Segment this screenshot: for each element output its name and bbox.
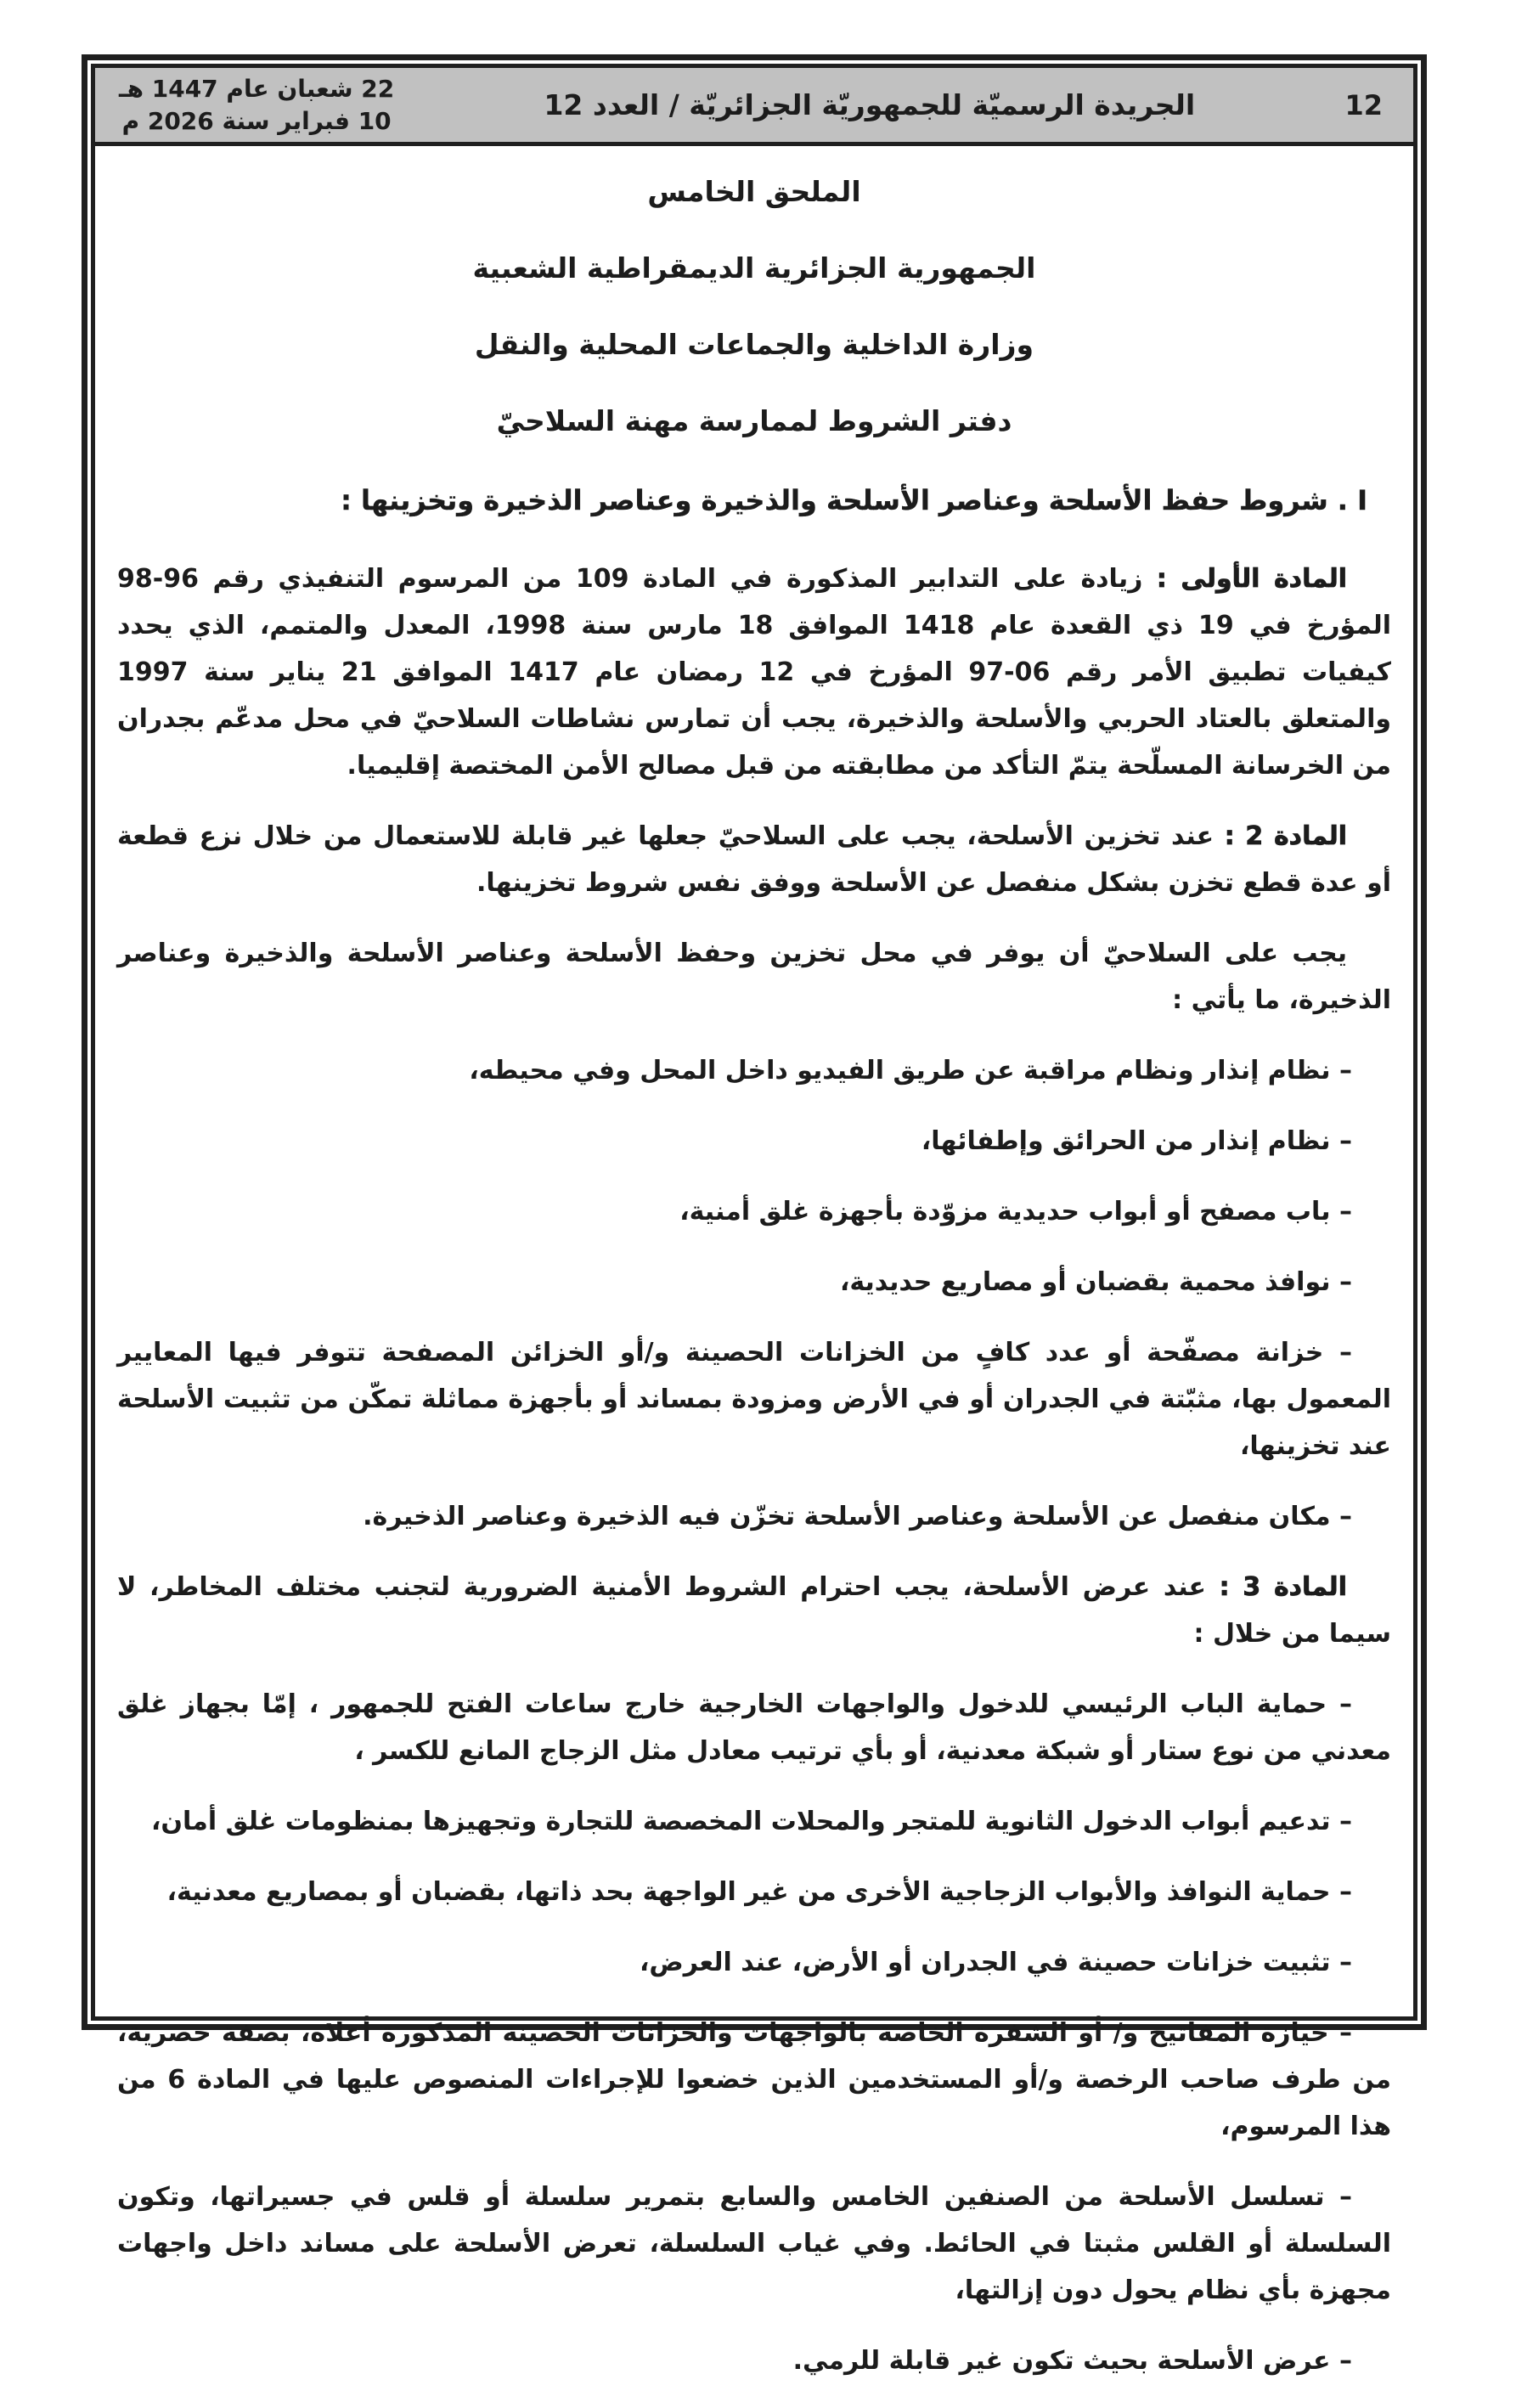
- bullet-item: – تدعيم أبواب الدخول الثانوية للمتجر والمحلات المخصصة للتجارة وتجهيزها بمنظومات غلق أمان،: [151, 1807, 1352, 1836]
- bullet-item: – باب مصفح أو أبواب حديدية مزوّدة بأجهزة غلق أمنية،: [679, 1197, 1352, 1227]
- bullet-item: – نظام إنذار ونظام مراقبة عن طريق الفيديو داخل المحل وفي محيطه،: [469, 1056, 1352, 1086]
- content-area: [95, 146, 1413, 2408]
- article-paragraph: المادة 3 : عند عرض الأسلحة، يجب احترام الشروط الأمنية الضرورية لتجنب مختلف المخاطر، لا سيما من خلال :: [117, 1572, 1391, 1649]
- page-border-inner: [91, 64, 1417, 2376]
- article-paragraph: المادة 2 : عند تخزين الأسلحة، يجب على السلاحيّ جعلها غير قابلة للاستعمال من خلال نزع قطعة أو عدة قطع تخزن بشكل منفصل عن الأسلحة ووفق نفس شروط تخزينها.: [117, 821, 1391, 898]
- page-border-outer: [82, 54, 1427, 2376]
- paragraph: يجب على السلاحيّ أن يوفر في محل تخزين وحفظ الأسلحة وعناصر الأسلحة والذخيرة وعناصر الذخيرة، ما يأتي :: [117, 939, 1391, 1015]
- bullet-item: – حماية الباب الرئيسي للدخول والواجهات الخارجية خارج ساعات الفتح للجمهور ، إمّا بجهاز غلق معدني من نوع ستار أو شبكة معدنية، أو بأي ترتيب معادل مثل الزجاج المانع للكسر ،: [117, 1689, 1391, 1766]
- article-number: المادة الأولى :: [1142, 564, 1347, 594]
- journal-title: الجريدة الرسميّة للجمهوريّة الجزائريّة / العدد 12: [544, 88, 1196, 121]
- page-number: 12: [1344, 88, 1383, 121]
- hijri-date: 22 شعبان عام 1447 هـ: [119, 74, 395, 103]
- bullet-item: – نظام إنذار من الحرائق وإطفائها،: [921, 1126, 1352, 1156]
- bullet-item: – حيازة المفاتيح و/ أو الشفرة الخاصة بالواجهات والخزانات الحصينة المذكورة أعلاه، بصفة حصرية، من طرف صاحب الرخصة و/أو المستخدمين الذين خضعوا للإجراءات المنصوص عليها في المادة 6 من هذا المرسوم،: [117, 2018, 1391, 2141]
- section-heading: I . شروط حفظ الأسلحة وعناصر الأسلحة والذخيرة وعناصر الذخيرة وتخزينها :: [341, 484, 1367, 516]
- bullet-item: – خزانة مصفّحة أو عدد كافٍ من الخزانات الحصينة و/أو الخزائن المصفحة تتوفر فيها المعايير المعمول بها، مثبّتة في الجدران أو في الأرض ومزودة بمساند أو بأجهزة مماثلة تمكّن من تثبيت الأسلحة عند تخزينها،: [117, 1338, 1391, 1461]
- gregorian-date: 10 فبراير سنة 2026 م: [121, 106, 392, 135]
- ministry-heading: وزارة الداخلية والجماعات المحلية والنقل: [474, 328, 1034, 361]
- article-paragraph: المادة الأولى : زيادة على التدابير المذكورة في المادة 109 من المرسوم التنفيذي رقم 96-98 المؤرخ في 19 ذي القعدة عام 1418 الموافق 18 مارس سنة 1998، المعدل والمتمم، الذي يحدد كيفيات تطبيق الأمر رقم 06-97 المؤرخ في 12 رمضان عام 1417 الموافق 21 يناير سنة 1997 والمتعلق بالعتاد الحربي والأسلحة والذخيرة، يجب أن تمارس نشاطات السلاحيّ في محل مدعّم بجدران من الخرسانة المسلّحة يتمّ التأكد من مطابقته من قبل مصالح الأمن المختصة إقليميا.: [117, 564, 1392, 781]
- annex-heading: الملحق الخامس: [647, 175, 861, 208]
- bullet-item: – مكان منفصل عن الأسلحة وعناصر الأسلحة تخزّن فيه الذخيرة وعناصر الذخيرة.: [363, 1502, 1352, 1531]
- bullet-item: – تثبيت خزانات حصينة في الجدران أو الأرض، عند العرض،: [639, 1948, 1352, 1977]
- bullet-item: – نوافذ محمية بقضبان أو مصاريع حديدية،: [839, 1267, 1352, 1297]
- republic-heading: الجمهورية الجزائرية الديمقراطية الشعبية: [472, 251, 1036, 285]
- bullet-item: – تسلسل الأسلحة من الصنفين الخامس والسابع بتمرير سلسلة أو قلس في جسيراتها، وتكون السلسلة أو القلس مثبتا في الحائط. وفي غياب السلسلة، تعرض الأسلحة على مساند داخل واجهات مجهزة بأي نظام يحول دون إزالتها،: [117, 2182, 1391, 2305]
- bullet-item: – عرض الأسلحة بحيث تكون غير قابلة للرمي.: [792, 2346, 1352, 2376]
- article-number: المادة 3 :: [1205, 1572, 1347, 1602]
- content-paragraphs: [117, 555, 1391, 2384]
- header-band: [95, 68, 1413, 146]
- issue-date-block: [119, 73, 394, 138]
- booklet-title: دفتر الشروط لممارسة مهنة السلاحيّ: [496, 404, 1012, 437]
- article-number: المادة 2 :: [1214, 821, 1347, 851]
- bullet-item: – حماية النوافذ والأبواب الزجاجية الأخرى من غير الواجهة بحد ذاتها، بقضبان أو بمصاريع معدنية،: [166, 1877, 1352, 1907]
